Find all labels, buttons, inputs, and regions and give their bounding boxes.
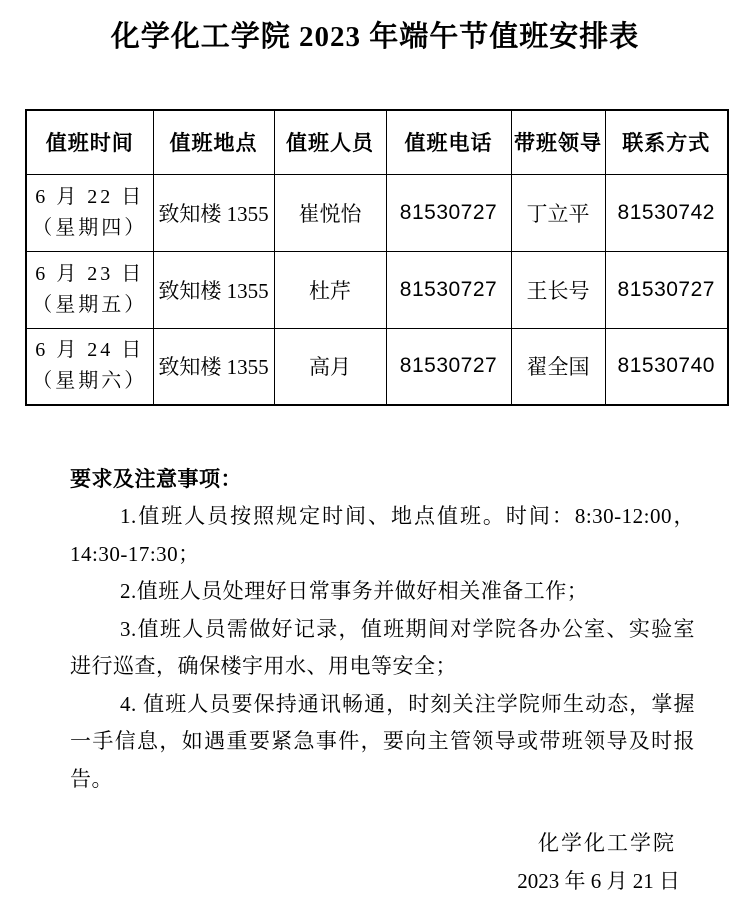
duty-date-cell bbox=[26, 328, 153, 405]
signature-block bbox=[0, 824, 750, 900]
table-row bbox=[26, 174, 728, 251]
contact-cell: 81530740 bbox=[605, 328, 728, 405]
note-item-2: 2.值班人员处理好日常事务并做好相关准备工作； bbox=[120, 579, 589, 603]
duty-phone-cell: 81530727 bbox=[386, 251, 511, 328]
col-header-duty-phone: 值班电话 bbox=[386, 110, 511, 174]
note-item-4: 4. 值班人员要保持通讯畅通，时刻关注学院师生动态，掌握一手信息，如遇重要紧急事件，要向主管领导或带班领导及时报告。 bbox=[70, 691, 695, 791]
duty-person-cell: 高月 bbox=[274, 328, 386, 405]
col-header-duty-person: 值班人员 bbox=[274, 110, 386, 174]
duty-weekday-line: （星期五） bbox=[32, 293, 148, 316]
signature-date: 2023 年 6 月 21 日 bbox=[517, 869, 680, 893]
duty-location-cell: 致知楼 1355 bbox=[153, 328, 274, 405]
contact-cell: 81530727 bbox=[605, 251, 728, 328]
duty-weekday-line: （星期四） bbox=[32, 216, 148, 239]
duty-phone-cell: 81530727 bbox=[386, 328, 511, 405]
duty-weekday-line: （星期六） bbox=[32, 370, 148, 393]
col-header-contact: 联系方式 bbox=[605, 110, 728, 174]
notes-section bbox=[70, 460, 695, 798]
duty-date-line: 6 月 22 日 bbox=[35, 185, 145, 208]
duty-location-cell: 致知楼 1355 bbox=[153, 174, 274, 251]
duty-date-cell bbox=[26, 174, 153, 251]
lead-leader-cell: 丁立平 bbox=[511, 174, 605, 251]
lead-leader-cell: 王长号 bbox=[511, 251, 605, 328]
duty-date-cell bbox=[26, 251, 153, 328]
duty-schedule-table bbox=[25, 109, 729, 406]
table-row bbox=[26, 251, 728, 328]
duty-person-cell: 崔悦怡 bbox=[274, 174, 386, 251]
note-item-3: 3.值班人员需做好记录，值班期间对学院各办公室、实验室进行巡查，确保楼宇用水、用电等安全； bbox=[70, 616, 695, 678]
col-header-lead-leader: 带班领导 bbox=[511, 110, 605, 174]
duty-phone-cell: 81530727 bbox=[386, 174, 511, 251]
duty-location-cell: 致知楼 1355 bbox=[153, 251, 274, 328]
table-row bbox=[26, 328, 728, 405]
col-header-duty-location: 值班地点 bbox=[153, 110, 274, 174]
page-title: 化学化工学院 2023 年端午节值班安排表 bbox=[110, 21, 640, 53]
lead-leader-cell: 翟全国 bbox=[511, 328, 605, 405]
duty-person-cell: 杜芹 bbox=[274, 251, 386, 328]
signature-org: 化学化工学院 bbox=[538, 831, 676, 855]
notes-heading: 要求及注意事项： bbox=[70, 467, 242, 491]
duty-date-line: 6 月 23 日 bbox=[35, 262, 145, 285]
col-header-duty-time: 值班时间 bbox=[26, 110, 153, 174]
note-item-1: 1.值班人员按照规定时间、地点值班。时间：8:30-12:00，14:30-17:30； bbox=[70, 504, 695, 566]
duty-date-line: 6 月 24 日 bbox=[35, 339, 145, 362]
contact-cell: 81530742 bbox=[605, 174, 728, 251]
table-header-row bbox=[26, 110, 728, 174]
